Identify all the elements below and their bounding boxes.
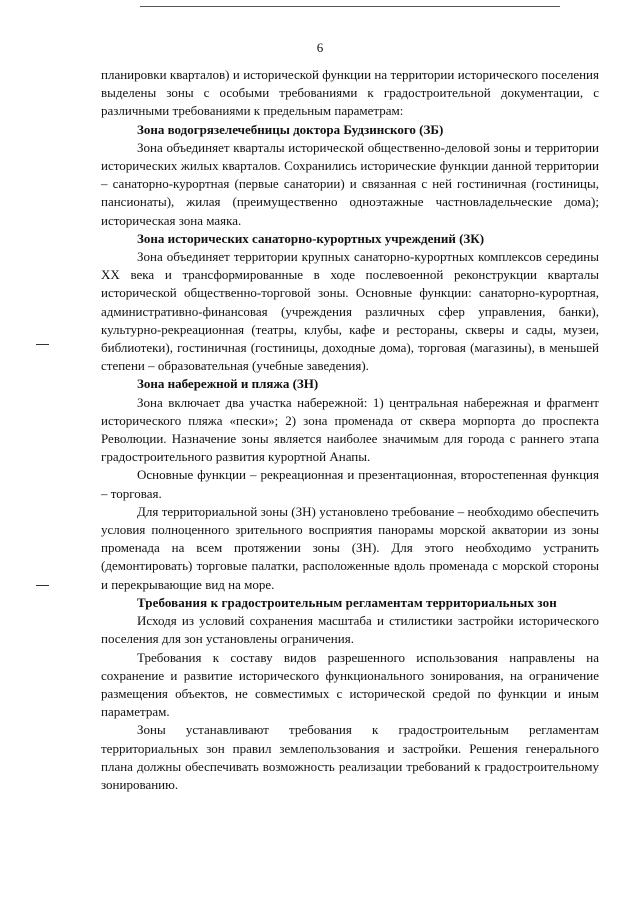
section-heading-requirements: Требования к градостроительным регламентам территориальных зон (137, 594, 557, 610)
body-paragraph: Для территориальной зоны (ЗН) установлено требование – необходимо обеспечить условия полноценного зрительного восприятия панорамы морской акватории из зоны променада на всем протяжении зоны (ЗН). Для этого необходимо устранить (демонтировать) торговые палатки, расположенные вдоль променада с морской стороны и перекрывающие вид на море. (101, 503, 599, 592)
page-content (101, 66, 599, 794)
body-paragraph: Основные функции – рекреационная и презентационная, второстепенная функция – торговая. (101, 467, 599, 501)
section-heading-zb: Зона водогрязелечебницы доктора Будзинского (ЗБ) (137, 121, 444, 137)
body-paragraph: Исходя из условий сохранения масштаба и стилистики застройки исторического поселения для зон установлены ограничения. (101, 613, 599, 647)
section-heading-zn: Зона набережной и пляжа (ЗН) (137, 376, 319, 392)
page-number: 6 (316, 40, 324, 55)
body-paragraph: Требования к составу видов разрешенного использования направлены на сохранение и развитие исторического функционального зонирования, на ограничение размещения объектов, не совместимых с исторической средой по функции и иным параметрам. (101, 649, 599, 720)
body-paragraph: Зона объединяет территории крупных санаторно-курортных комплексов середины XX века и трансформированные в ходе послевоенной реконструкции кварталы исторической общественно-торговой зоны. Основные функции: санаторно-курортная, административно-финансовая (учреждения различных сфер управления, банки), культурно-рекреационная (театры, клубы, кафе и рестораны, скверы и сады, музеи, библиотеки), гостиничная (гостиницы, доходные дома), торговая (магазины), в меньшей степени – образовательная (учебные заведения). (101, 249, 599, 374)
margin-tick (36, 585, 49, 586)
body-paragraph: Зона включает два участка набережной: 1) центральная набережная и фрагмент исторического пляжа «пески»; 2) зона променада от сквера морпорта до проспекта Революции. Назначение зоны является наиболее значимым для города с раннего этапа градостроительного развития курортной Анапы. (101, 394, 599, 465)
body-paragraph: Зона объединяет кварталы исторической общественно-деловой зоны и территории исторических жилых кварталов. Сохранились исторические функции данной территории – санаторно-курортная (первые санатории) и связанная с ней гостиничная (гостиницы, пансионаты), жилая (преимущественно одноэтажные частновладельческие дома); историческая зона маяка. (101, 139, 599, 228)
margin-tick (36, 344, 49, 345)
body-paragraph: Зоны устанавливают требования к градостроительным регламентам территориальных зон правил землепользования и застройки. Решения генерального плана должны обеспечивать возможность реализации требований к градостроительному зонированию. (101, 722, 599, 792)
body-paragraph: планировки кварталов) и исторической функции на территории исторического поселения выделены зоны с особыми требованиями к градостроительной документации, с различными требованиями к предельным параметрам: (101, 67, 599, 119)
top-rule (140, 6, 560, 7)
section-heading-zk: Зона исторических санаторно-курортных учреждений (ЗК) (137, 230, 485, 246)
